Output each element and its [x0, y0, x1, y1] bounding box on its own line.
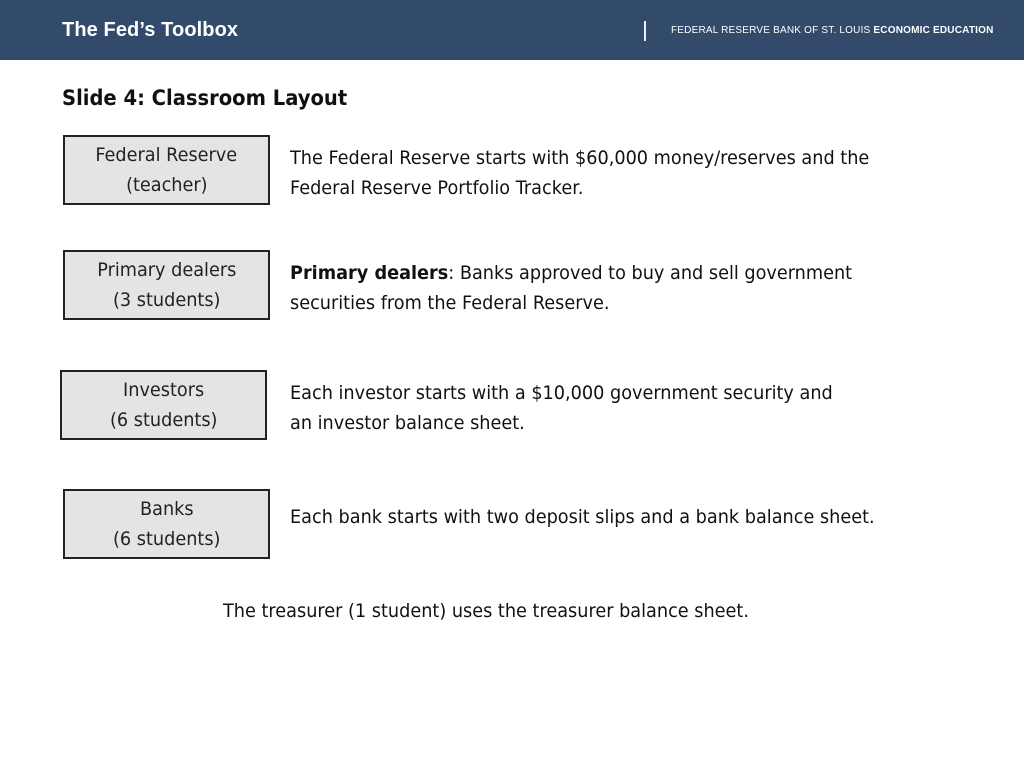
role-box-count: (teacher)	[125, 174, 208, 196]
header-org-department: ECONOMIC EDUCATION	[873, 25, 994, 36]
role-box-investors	[60, 370, 267, 440]
header-divider	[644, 21, 646, 41]
role-description-federal-reserve	[290, 143, 913, 203]
role-box-count: (3 students)	[112, 289, 221, 311]
header-org-name: FEDERAL RESERVE BANK OF ST. LOUIS	[671, 25, 874, 36]
description-line: an investor balance sheet.	[290, 412, 525, 434]
role-description-banks	[290, 502, 919, 532]
description-line: Federal Reserve Portfolio Tracker.	[290, 177, 584, 199]
role-box-count: (6 students)	[112, 528, 221, 550]
role-box-name: Primary dealers	[96, 259, 237, 281]
role-box-federal-reserve	[63, 135, 270, 205]
description-term: Primary dealers	[290, 262, 449, 284]
role-box-count: (6 students)	[109, 409, 218, 431]
role-box-name: Federal Reserve	[95, 144, 238, 166]
role-box-banks	[63, 489, 270, 559]
description-line: Each investor starts with a $10,000 government security and	[290, 382, 833, 404]
slide-title: Slide 4: Classroom Layout	[62, 86, 348, 110]
header-title: The Fed’s Toolbox	[62, 19, 239, 41]
header-bar	[0, 0, 1024, 60]
description-line: securities from the Federal Reserve.	[290, 292, 610, 314]
role-box-name: Investors	[122, 379, 205, 401]
description-line: The Federal Reserve starts with $60,000 money/reserves and the	[290, 147, 870, 169]
role-description-primary-dealers	[290, 258, 894, 318]
role-description-investors	[290, 378, 874, 438]
role-box-name: Banks	[139, 498, 194, 520]
header-organization	[671, 25, 994, 36]
role-box-primary-dealers	[63, 250, 270, 320]
treasurer-note: The treasurer (1 student) uses the treasurer balance sheet.	[223, 600, 749, 622]
description-line	[290, 258, 852, 288]
description-definition: : Banks approved to buy and sell government	[448, 262, 853, 284]
description-line: Each bank starts with two deposit slips and a bank balance sheet.	[290, 506, 875, 528]
